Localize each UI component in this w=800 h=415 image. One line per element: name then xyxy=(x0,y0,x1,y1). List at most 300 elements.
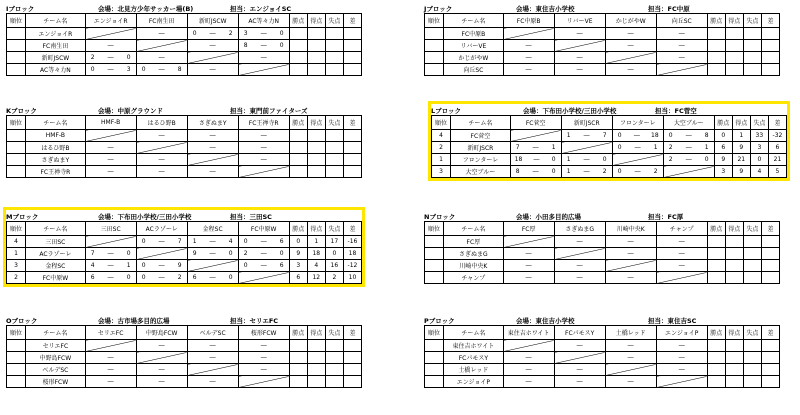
score-sep: ― xyxy=(678,250,685,257)
operator-label: 担当：セリエFC xyxy=(230,317,279,325)
score-for: 0 xyxy=(141,274,146,281)
score-sep: ― xyxy=(627,66,634,73)
block-header xyxy=(424,314,780,325)
header-opponent: エンジョイR xyxy=(85,14,136,28)
score-sep: ― xyxy=(260,238,267,245)
score xyxy=(86,144,136,151)
table-header-row xyxy=(425,222,780,236)
score xyxy=(188,250,238,257)
goals-against-cell: 0 xyxy=(750,154,768,166)
goal-diff-cell xyxy=(761,376,779,388)
rank-cell xyxy=(7,40,26,52)
score-cell xyxy=(238,40,289,52)
score xyxy=(188,30,238,37)
header-goals-against: 失点 xyxy=(743,222,761,236)
score-sep: ― xyxy=(158,274,165,281)
score-sep: ― xyxy=(678,342,685,349)
score xyxy=(657,42,707,49)
score-sep: ― xyxy=(260,366,267,373)
score-for: 0 xyxy=(243,262,248,269)
team-name: FC中原W xyxy=(26,272,86,284)
header-rank: 順位 xyxy=(425,326,444,340)
score-cell xyxy=(136,166,187,178)
goals-for-cell xyxy=(725,364,743,376)
score-against: 0 xyxy=(279,42,284,49)
header-goal-diff: 差 xyxy=(761,222,779,236)
score-cell xyxy=(238,142,289,154)
score-against: 18 xyxy=(651,132,659,139)
team-name: 桜形FCW xyxy=(26,376,86,388)
score xyxy=(188,238,238,245)
rank-cell: 3 xyxy=(432,166,451,178)
header-opponent: さぎぬまG xyxy=(554,222,605,236)
score-for: 0 xyxy=(243,238,248,245)
block-header xyxy=(6,314,362,325)
score-sep: ― xyxy=(525,250,532,257)
score xyxy=(664,132,714,139)
self-match-cell xyxy=(187,260,238,272)
score-cell xyxy=(656,236,707,248)
points-cell: 3 xyxy=(289,260,307,272)
self-match-cell xyxy=(85,236,136,248)
points-cell xyxy=(707,248,725,260)
score xyxy=(188,42,238,49)
score-sep: ― xyxy=(209,250,216,257)
score-cell xyxy=(554,364,605,376)
score xyxy=(664,144,714,151)
rank-cell xyxy=(7,130,26,142)
goals-for-cell: 9 xyxy=(732,142,750,154)
score-sep: ― xyxy=(260,262,267,269)
score-cell xyxy=(85,352,136,364)
goals-for-cell xyxy=(307,28,325,40)
header-opponent: HMF-B xyxy=(85,116,136,130)
table-row xyxy=(425,64,780,76)
score xyxy=(239,144,289,151)
operator-label: 担当：FC厚 xyxy=(648,213,684,221)
score xyxy=(188,144,238,151)
rank-cell: 3 xyxy=(7,260,26,272)
score xyxy=(657,250,707,257)
score-sep: ― xyxy=(158,262,165,269)
score xyxy=(511,168,561,175)
goals-against-cell xyxy=(743,260,761,272)
team-name: エンジョイP xyxy=(444,376,504,388)
score-sep: ― xyxy=(158,378,165,385)
score-sep: ― xyxy=(209,342,216,349)
score-cell xyxy=(503,64,554,76)
self-match-cell xyxy=(85,130,136,142)
header-points: 勝点 xyxy=(707,326,725,340)
goals-against-cell xyxy=(325,376,343,388)
header-goal-diff: 差 xyxy=(761,326,779,340)
header-rank: 順位 xyxy=(432,116,451,130)
table-header-row xyxy=(425,326,780,340)
score-cell xyxy=(136,340,187,352)
score xyxy=(606,238,656,245)
self-match-cell xyxy=(612,154,663,166)
goal-diff-cell: 6 xyxy=(768,142,786,154)
score-against: 9 xyxy=(177,262,182,269)
score-sep: ― xyxy=(107,144,114,151)
score-against: 0 xyxy=(126,274,131,281)
rank-cell: 4 xyxy=(432,130,451,142)
block-header xyxy=(424,2,780,13)
goals-against-cell xyxy=(325,40,343,52)
goals-against-cell: 0 xyxy=(325,248,343,260)
block-name: Pブロック xyxy=(424,317,455,325)
score-sep: ― xyxy=(107,42,114,49)
score xyxy=(657,366,707,373)
score xyxy=(613,144,663,151)
score-against: 0 xyxy=(551,168,556,175)
header-goal-diff: 差 xyxy=(761,14,779,28)
score-sep: ― xyxy=(627,30,634,37)
score xyxy=(137,274,187,281)
goal-diff-cell xyxy=(761,28,779,40)
table-row xyxy=(7,340,362,352)
table-row xyxy=(425,272,780,284)
points-cell xyxy=(707,352,725,364)
table-row xyxy=(7,40,362,52)
table-row xyxy=(7,272,362,284)
score xyxy=(137,66,187,73)
score xyxy=(657,54,707,61)
rank-cell xyxy=(425,248,444,260)
score-cell xyxy=(656,260,707,272)
goal-diff-cell xyxy=(343,352,361,364)
block-name: Jブロック xyxy=(424,5,453,13)
score-sep: ― xyxy=(634,168,641,175)
score-sep: ― xyxy=(260,342,267,349)
team-name: 新町JSCW xyxy=(26,52,86,64)
score-cell xyxy=(554,260,605,272)
score xyxy=(555,262,605,269)
score-sep: ― xyxy=(260,54,267,61)
self-match-cell xyxy=(238,166,289,178)
team-name: 新町JSCR xyxy=(451,142,511,154)
goals-against-cell xyxy=(325,166,343,178)
score-against: 1 xyxy=(551,144,556,151)
goals-for-cell xyxy=(725,28,743,40)
score-cell xyxy=(85,142,136,154)
header-opponent: 土橋レッド xyxy=(605,326,656,340)
venue-label: 会場：東住吉小学校 xyxy=(516,317,575,325)
block-name: Nブロック xyxy=(424,213,456,221)
score-sep: ― xyxy=(158,156,165,163)
score-against: 4 xyxy=(228,238,233,245)
venue-label: 会場：北見方少年サッカー場(B) xyxy=(98,5,194,13)
table-row xyxy=(432,166,787,178)
score-cell xyxy=(656,52,707,64)
score-cell xyxy=(136,376,187,388)
goal-diff-cell xyxy=(343,142,361,154)
block-header xyxy=(6,104,362,115)
team-name: FC厚 xyxy=(444,236,504,248)
goals-against-cell xyxy=(743,352,761,364)
score-against: 0 xyxy=(228,250,233,257)
score-cell xyxy=(238,352,289,364)
score-cell xyxy=(187,272,238,284)
goals-against-cell xyxy=(743,376,761,388)
header-team: チーム名 xyxy=(444,14,504,28)
points-cell xyxy=(289,64,307,76)
score xyxy=(555,30,605,37)
goals-for-cell: 4 xyxy=(307,260,325,272)
score-cell xyxy=(187,340,238,352)
score-cell xyxy=(238,154,289,166)
score-sep: ― xyxy=(107,54,114,61)
score-against: 0 xyxy=(126,250,131,257)
standings-table xyxy=(6,115,362,178)
header-goals-for: 得点 xyxy=(307,116,325,130)
score-against: 3 xyxy=(126,66,131,73)
goals-for-cell: 1 xyxy=(732,130,750,142)
points-cell xyxy=(289,52,307,64)
score-cell xyxy=(85,154,136,166)
goals-for-cell xyxy=(725,64,743,76)
score-sep: ― xyxy=(260,30,267,37)
goals-against-cell xyxy=(743,28,761,40)
score-sep: ― xyxy=(107,262,114,269)
score xyxy=(555,66,605,73)
self-match-cell xyxy=(605,364,656,376)
score-cell xyxy=(187,352,238,364)
score xyxy=(555,54,605,61)
self-match-cell xyxy=(656,272,707,284)
rank-cell xyxy=(425,52,444,64)
score-for: 6 xyxy=(192,274,197,281)
goals-for-cell: 21 xyxy=(732,154,750,166)
block-name: Kブロック xyxy=(6,107,37,115)
score-sep: ― xyxy=(158,168,165,175)
score-sep: ― xyxy=(576,54,583,61)
score-sep: ― xyxy=(576,342,583,349)
header-opponent: フロンターレ xyxy=(612,116,663,130)
score-sep: ― xyxy=(627,342,634,349)
goal-diff-cell xyxy=(761,52,779,64)
header-rank: 順位 xyxy=(7,326,26,340)
score-cell xyxy=(85,364,136,376)
score-sep: ― xyxy=(209,354,216,361)
header-opponent: FCパモスY xyxy=(554,326,605,340)
score xyxy=(137,30,187,37)
score-sep: ― xyxy=(209,144,216,151)
score-sep: ― xyxy=(158,132,165,139)
header-points: 勝点 xyxy=(714,116,732,130)
rank-cell: 4 xyxy=(7,236,26,248)
score-sep: ― xyxy=(260,132,267,139)
score xyxy=(606,378,656,385)
score-for: 9 xyxy=(192,250,197,257)
score xyxy=(239,30,289,37)
score-cell xyxy=(187,376,238,388)
team-name: FCパモスY xyxy=(444,352,504,364)
team-name: FC中原B xyxy=(444,28,504,40)
score-for: 8 xyxy=(243,42,248,49)
operator-label: 担当：東住吉SC xyxy=(648,317,697,325)
table-row xyxy=(425,352,780,364)
score xyxy=(606,30,656,37)
score xyxy=(86,66,136,73)
goals-against-cell xyxy=(743,340,761,352)
header-team: チーム名 xyxy=(26,222,86,236)
goal-diff-cell xyxy=(343,154,361,166)
self-match-cell xyxy=(503,28,554,40)
goals-against-cell xyxy=(743,64,761,76)
table-row xyxy=(425,52,780,64)
table-header-row xyxy=(7,326,362,340)
rank-cell xyxy=(7,28,26,40)
score-sep: ― xyxy=(685,144,692,151)
score-sep: ― xyxy=(260,354,267,361)
rank-cell xyxy=(425,376,444,388)
score-cell xyxy=(85,64,136,76)
score-cell xyxy=(605,40,656,52)
self-match-cell xyxy=(503,236,554,248)
rank-cell xyxy=(7,64,26,76)
score-against: 0 xyxy=(279,250,284,257)
score-cell xyxy=(503,260,554,272)
score xyxy=(239,54,289,61)
goals-for-cell xyxy=(725,260,743,272)
score xyxy=(504,354,554,361)
venue-label: 会場：下布田小学校/三田小学校 xyxy=(98,213,192,221)
score xyxy=(562,156,612,163)
score-cell xyxy=(554,376,605,388)
score-cell xyxy=(238,28,289,40)
goal-diff-cell xyxy=(343,130,361,142)
score-sep: ― xyxy=(583,168,590,175)
score-for: 1 xyxy=(566,168,571,175)
team-name: ベルデSC xyxy=(26,364,86,376)
table-row xyxy=(7,154,362,166)
goal-diff-cell xyxy=(343,166,361,178)
score-cell xyxy=(612,142,663,154)
score xyxy=(137,168,187,175)
table-row xyxy=(7,352,362,364)
score xyxy=(555,378,605,385)
goals-against-cell xyxy=(325,64,343,76)
rank-cell xyxy=(425,28,444,40)
team-name: 土橋レッド xyxy=(444,364,504,376)
score-cell xyxy=(605,64,656,76)
score-sep: ― xyxy=(107,66,114,73)
score-cell xyxy=(605,376,656,388)
team-name: さぎぬまG xyxy=(444,248,504,260)
score-against: 6 xyxy=(279,262,284,269)
score-sep: ― xyxy=(525,66,532,73)
header-points: 勝点 xyxy=(707,14,725,28)
self-match-cell xyxy=(187,154,238,166)
score-cell xyxy=(656,28,707,40)
team-name: さぎぬまY xyxy=(26,154,86,166)
score-cell xyxy=(554,236,605,248)
score xyxy=(239,262,289,269)
goals-for-cell xyxy=(307,142,325,154)
score xyxy=(188,274,238,281)
table-row xyxy=(7,64,362,76)
goal-diff-cell xyxy=(761,272,779,284)
header-opponent: 金程SC xyxy=(187,222,238,236)
score xyxy=(657,354,707,361)
score-sep: ― xyxy=(627,354,634,361)
operator-label: 担当：東門前ファイターズ xyxy=(230,107,308,115)
header-rank: 順位 xyxy=(7,116,26,130)
score-cell xyxy=(85,248,136,260)
score xyxy=(188,342,238,349)
header-opponent: 三田SC xyxy=(85,222,136,236)
rank-cell xyxy=(425,260,444,272)
header-goals-against: 失点 xyxy=(325,14,343,28)
goals-against-cell: 16 xyxy=(325,260,343,272)
team-name: HMF-B xyxy=(26,130,86,142)
score xyxy=(504,66,554,73)
standings-table xyxy=(6,221,362,284)
score-sep: ― xyxy=(209,378,216,385)
block-m xyxy=(6,210,362,284)
team-name: エンジョイR xyxy=(26,28,86,40)
goals-for-cell xyxy=(307,352,325,364)
score-sep: ― xyxy=(525,262,532,269)
header-team: チーム名 xyxy=(26,326,86,340)
self-match-cell xyxy=(605,260,656,272)
score xyxy=(606,66,656,73)
self-match-cell xyxy=(238,272,289,284)
self-match-cell xyxy=(503,340,554,352)
score xyxy=(86,366,136,373)
score-sep: ― xyxy=(627,238,634,245)
score-sep: ― xyxy=(627,274,634,281)
score-sep: ― xyxy=(576,366,583,373)
goals-against-cell xyxy=(325,352,343,364)
points-cell: 6 xyxy=(714,142,732,154)
score-cell xyxy=(612,166,663,178)
header-points: 勝点 xyxy=(289,326,307,340)
score xyxy=(239,156,289,163)
block-header xyxy=(6,210,362,221)
header-opponent: リバーVE xyxy=(554,14,605,28)
score-against: 2 xyxy=(228,30,233,37)
points-cell: 9 xyxy=(714,154,732,166)
score-sep: ― xyxy=(576,274,583,281)
goals-against-cell xyxy=(743,52,761,64)
header-goals-against: 失点 xyxy=(743,326,761,340)
table-row xyxy=(7,130,362,142)
header-opponent: ベルデSC xyxy=(187,326,238,340)
score-cell xyxy=(503,352,554,364)
table-row xyxy=(425,40,780,52)
score xyxy=(137,378,187,385)
table-row xyxy=(7,248,362,260)
score-sep: ― xyxy=(678,262,685,269)
header-goals-against: 失点 xyxy=(750,116,768,130)
points-cell xyxy=(707,260,725,272)
score xyxy=(137,132,187,139)
table-row xyxy=(7,364,362,376)
header-goal-diff: 差 xyxy=(343,326,361,340)
score-cell xyxy=(238,248,289,260)
team-name: はるひ野B xyxy=(26,142,86,154)
header-opponent: かじがやW xyxy=(605,14,656,28)
score-sep: ― xyxy=(158,366,165,373)
header-goals-for: 得点 xyxy=(725,222,743,236)
header-goals-against: 失点 xyxy=(325,116,343,130)
points-cell xyxy=(707,28,725,40)
score-for: 0 xyxy=(141,66,146,73)
goals-for-cell xyxy=(725,52,743,64)
score-cell xyxy=(510,154,561,166)
